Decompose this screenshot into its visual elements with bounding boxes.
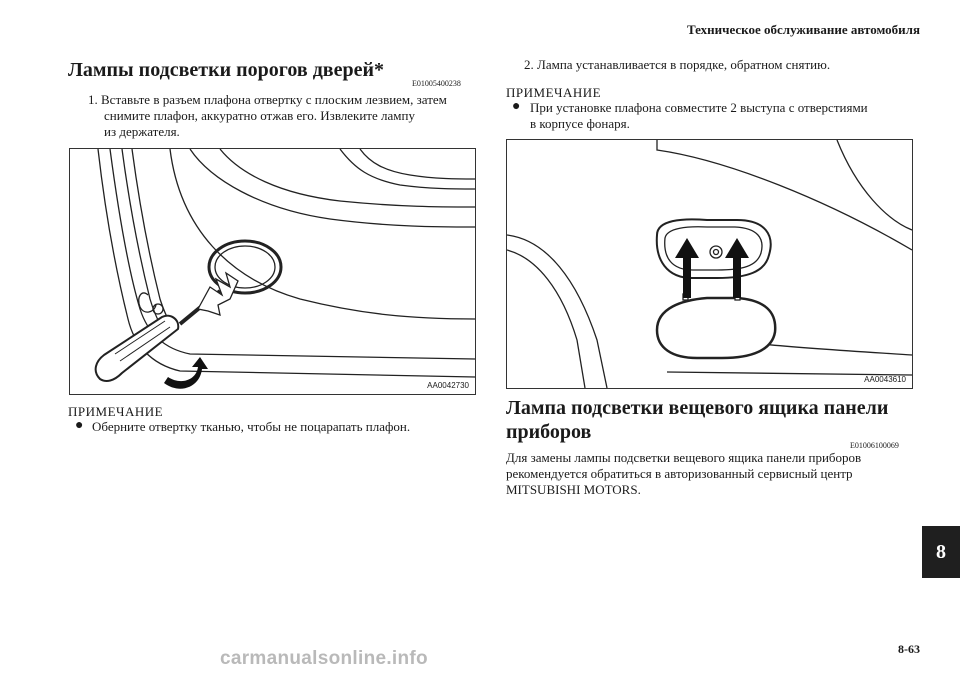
step-2: 2. Лампа устанавливается в порядке, обратном снятию. — [524, 57, 831, 72]
step-1-line-2: снимите плафон, аккуратно отжав его. Извлеките лампу — [104, 108, 415, 123]
step-1-line-3: из держателя. — [104, 124, 180, 139]
running-header: Техническое обслуживание автомобиля — [686, 22, 920, 37]
note-line-2: в корпусе фонаря. — [530, 116, 630, 131]
section-title-door-sill-lamps: Лампы подсветки порогов дверей* — [68, 59, 385, 81]
figure-label: AA0043610 — [864, 375, 906, 384]
step-1-line-1: 1. Вставьте в разъем плафона отвертку с плоским лезвием, затем — [88, 92, 447, 107]
watermark: carmanualsonline.info — [220, 648, 428, 669]
note-label-right: ПРИМЕЧАНИЕ — [506, 85, 602, 100]
section-title-glovebox-line-2: приборов — [506, 421, 592, 443]
figure-lamp-install — [506, 139, 913, 389]
section-code: E01005400238 — [412, 79, 461, 88]
bullet-icon: ● — [75, 418, 84, 433]
bullet-icon: ● — [512, 99, 521, 114]
lamp-install-illustration — [507, 140, 912, 388]
section-title-glovebox-line-1: Лампа подсветки вещевого ящика панели — [506, 397, 889, 419]
figure-screwdriver-removal — [69, 148, 476, 395]
section-code-right: E01006100069 — [850, 441, 899, 450]
note-text: Оберните отвертку тканью, чтобы не поцарапать плафон. — [92, 419, 411, 434]
note-line-1: При установке плафона совместите 2 выступа с отверстиями — [530, 100, 868, 115]
paragraph-line-3: MITSUBISHI MOTORS. — [506, 482, 641, 497]
figure-label: AA0042730 — [427, 381, 469, 390]
paragraph-line-2: рекомендуется обратиться в авторизованный сервисный центр — [506, 466, 853, 481]
paragraph-line-1: Для замены лампы подсветки вещевого ящика панели приборов — [506, 450, 862, 465]
door-sill-illustration — [70, 149, 475, 394]
page-number: 8-63 — [898, 642, 920, 656]
chapter-tab: 8 — [922, 526, 960, 578]
note-label: ПРИМЕЧАНИЕ — [68, 404, 164, 419]
